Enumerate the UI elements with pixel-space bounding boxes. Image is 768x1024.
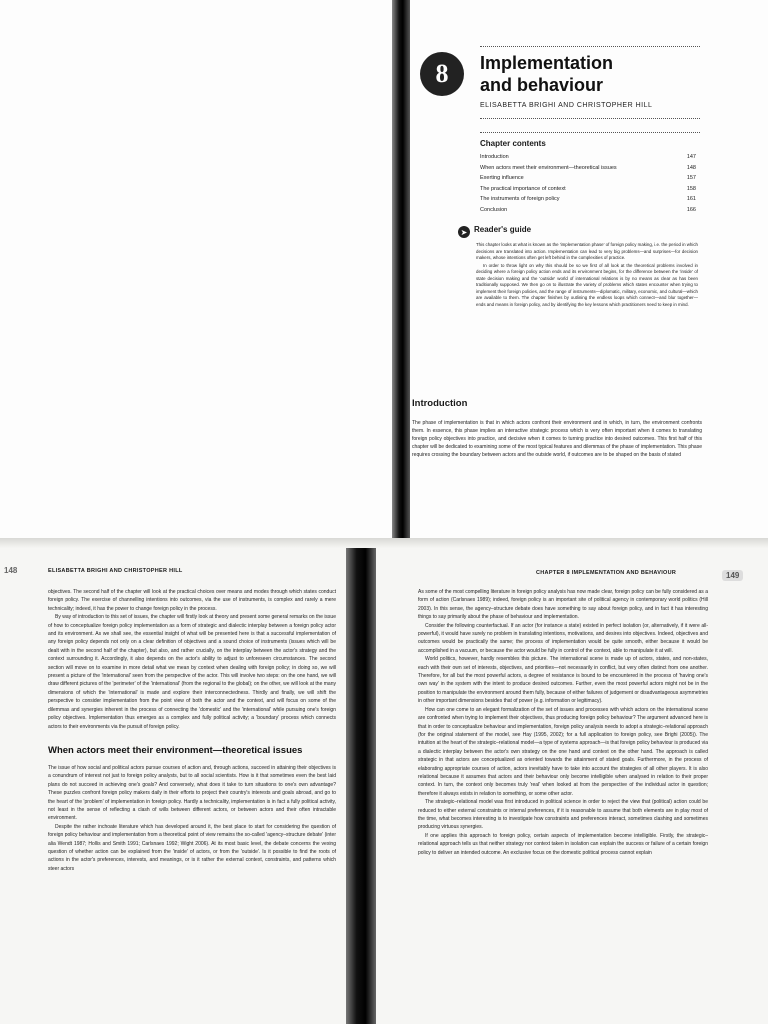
contents-entry-page: 166 (686, 206, 696, 213)
contents-entry (480, 194, 696, 205)
contents-entry-page: 161 (686, 196, 696, 202)
contents-entry-page: 147 (686, 154, 696, 160)
right-running-head: CHAPTER 8 IMPLEMENTATION AND BEHAVIOUR (536, 570, 677, 576)
contents-entry-page: 157 (686, 175, 696, 181)
contents-entry-label: The instruments of foreign policy (480, 196, 560, 202)
contents-entry-label: Exerting influence (480, 175, 524, 181)
title-rule-top (480, 46, 700, 47)
section-heading: When actors meet their environment—theoretical issues (48, 744, 303, 756)
contents-entry (480, 184, 696, 195)
title-rule-bottom (480, 118, 700, 119)
left-page-text: objectives. The second half of the chapter will look at the practical choices over means and modes through which states conduct foreign policy. The exercise of channelling intentions into outcomes, via the use of instruments, is complex and rarely a mere technicality; indeed, it has the power to change foreign policy in the process. By way of introduction to this set of issues, the chapter will firstly look at theory and present some general remarks on the issue of how to conceptualize foreign policy implementation as a form of strategic and dialectic interplay between a foreign policy actor and its environment. As we shall see, the essential insight of what will be presented here is that a successful implementation of any foreign policy depends not only on a clear definition of objectives and a sound choice of instruments (issues which will be dealt with in the second half of the chapter), but also, and rather crucially, on the interplay between the actor's strategy and the context surrounding it. Accordingly, it also depends on the actor's ability to adjust to unforeseen circumstances. The second section will move on to examine in more detail what we mean by context when dealing with foreign policy; in doing so, we will present a picture of the 'international' seen from the perspective of the actor. This will involve two steps: on the one hand, we will draw different pictures of the 'perimeter' of the 'international' (from the regional to the global); on the other, we will look at the many dimensions of which the 'international' is made and explore their interconnectedness. Thirdly and finally, we will shift the perspective to consider implementation from the point view of both the actor and the context, and will focus on some of the dilemmas and synergies inherent in the process of connecting the 'domestic' and the 'international' while pursuing one's foreign policy objectives. Implementation thus emerges as a complex and fully political activity; a 'boundary' process which connects actors to their environments via the pursuit of foreign policy. When actors meet their environment—theoretical issues The issue of how social and political actors pursue courses of action and, through actions, succeed in attaining their objectives is a conundrum of interest not just to foreign policy analysts, but to all social scientists. How is it that sometimes even the best laid plans do not succeed in achieving one's goals? And conversely, what does it take to turn situations to one's own advantage? These puzzles confront foreign policy makers daily in their efforts to project their country's interests and goals abroad, and go to the heart of the 'problem' of implementation in foreign policy. Hardly a technicality, implementation is in fact a fully political activity, not least in the sense of reflecting a clash of wills between different actors, or between actors and their often intractable environment. Despite the rather inchoate literature which has developed around it, the best place to start for considering the question of foreign policy behaviour and implementation from a theoretical point of view remains the so-called 'agency–structure debate' (inter alia Wendt 1987; Hollis and Smith 1991; Carlsnaes 1992; Wight 2006). At its most basic level, the debate concerns the vexing question of whether action can be explained from the 'inside' of actors, or from the 'outside'. Is it possible to find the roots of actions in the actor's preferences, interests, and meanings, or is it rather the external context, constraints, and patterns which steer actors (48, 589, 336, 872)
contents-entry-label: When actors meet their environment—theoretical issues (480, 164, 617, 171)
contents-entry-page: 148 (686, 164, 696, 171)
contents-entry-label: Introduction (480, 154, 509, 160)
binding-shadow (392, 0, 410, 538)
contents-entry-label: Conclusion (480, 206, 508, 213)
contents-entry-page: 158 (686, 185, 696, 192)
introduction-text: The phase of implementation is that in which actors confront their environment and in which, in turn, the environment confronts them. In essence, this phase implies an interactive strategic process which is very often important when it comes to translating foreign policy objectives into practice, and decisive when it comes to turning practice into desired outcomes. This first half of this chapter will be dedicated to examining some of the most typical features and dilemmas of the phase of implementation. This phase requires crossing the boundary between actors and the outside world, if outcomes are to be shaped on the basis of stated (412, 420, 702, 458)
chapter-authors: ELISABETTA BRIGHI AND CHRISTOPHER HILL (480, 102, 653, 109)
right-page-number: 149 (722, 570, 743, 581)
page-fold (0, 538, 768, 548)
left-running-head: ELISABETTA BRIGHI AND CHRISTOPHER HILL (48, 568, 183, 574)
table-of-contents (480, 152, 696, 215)
contents-entry (480, 163, 696, 174)
right-page-text: As some of the most compelling literature in foreign policy analysis has now made clear, foreign policy can be fully considered as a form of action (Carlsnaes 1989); indeed, foreign policy is an important site of political agency in contemporary world politics (Hill 2003). In this sense, the agency–structure debate does have something to say about foreign policy, and in fact it has interesting things to say primarily about the phase of behaviour and implementation. Consider the following counterfactual. If an actor (for instance a state) existed in perfect isolation (or, alternatively, if it were all-powerful), it would have surely no problem in translating intentions, motivations, and desires into objectives. Indeed, objectives and outcomes would be practically the same; the process of implementation would be quite smooth, either because it would be accomplished in a vacuum, or because the actor would be fully in control of the context, able to manipulate it at will. World politics, however, hardly resembles this picture. The international scene is made up of actors, states, and non-states, each with their own set of interests, objectives, and priorities—not necessarily in conflict, but very often distinct from one another. Therefore, for all but the most powerful actors, a degree of resistance is bound to be encountered in the process of 'having one's own way' in the system with the intent to produce desired outcomes. Further, even the most powerful actors might not be in the position to manipulate the environment around them fully, because of either failures of judgement or disadvantageous asymmetries in other important dimensions besides that of power (e.g. information or legitimacy). How can one come to an elegant formalization of the set of issues and processes with which actors on the international scene are confronted when trying to implement their objectives, thus producing foreign policy behaviour? The argument advanced here is that in order to conceptualize behaviour and implementation, foreign policy analysis needs to adopt a strategic–relational approach (for the original statement of the model, see Hay (1995, 2002); for a full application to foreign policy, see Brighi (2005)). The intuition at the heart of the strategic–relational model—a type of systems approach—is that foreign policy behaviour is produced via a dialectic interplay between the actor's own strategy on the one hand and context on the other hand. The approach is called strategic in that actors are conceptualized as oriented towards the attainment of stated goals. Furthermore, in the process of elaborating appropriate courses of action, actors inevitably have to take into account the strategies of all other players. It is also relational because it assumes that actors and their behaviour only become intelligible when analysed in relation to their proper context. In turn, the context only becomes truly 'real' when looked at from the perspective of the individual actor in question; therefore it always exists in relation to something, or some other actor. The strategic–relational model was first introduced in political science in order to reject the view that (political) action could be reduced to either external constraints or internal preferences, if it is reasonable to assume that both elements are in play most of the time, what becomes interesting is to investigate how constraints and preferences interact, sometimes clashing and sometimes producing virtuous synergies. If one applies this approach to foreign policy, certain aspects of implementation become intelligible. Firstly, the strategic–relational approach tells us that neither strategy nor context taken in isolation can explain the success or failure of a certain foreign policy to deliver an intended outcome. An exclusive focus on the domestic political process cannot explain (418, 589, 708, 856)
contents-entry-label: The practical importance of context (480, 185, 566, 192)
contents-heading: Chapter contents (480, 139, 546, 148)
introduction-heading: Introduction (412, 398, 468, 409)
readers-guide-body: This chapter looks at what is known as the 'implementation phase' of foreign policy making, i.e. the period in which decisions are translated into action. Implementation can lead to very big problems—and surprises—for decision makers, whose intentions often get left behind in the complexities of practice. In order to throw light on why this should be so we first of all look at the theoretical problems involved in deciding where a foreign policy action ends and its environment begins, for the difference between the 'inside' of state decision making and the 'outside' world of international relations is by no means as clear as has been traditionally supposed. We then go on to illustrate the variety of problems which states encounter when trying to implement their foreign policies, and the range of instruments—diplomatic, military, economic, and cultural—which are available to them. The chapter finishes by outlining the endless loops which connect—and blur together—ends and means in foreign policy, and by identifying the key lessons which practitioners need to keep in mind. (476, 242, 698, 307)
contents-entry (480, 205, 696, 216)
readers-guide-heading: Reader's guide (474, 225, 532, 234)
contents-entry (480, 152, 696, 163)
gutter-shadow (346, 538, 376, 1024)
chapter-title: Implementation and behaviour (480, 53, 614, 95)
contents-entry (480, 173, 696, 184)
chapter-number-badge: 8 (420, 52, 464, 96)
contents-rule (480, 132, 700, 133)
left-page-number: 148 (4, 566, 18, 575)
arrow-right-icon: ➤ (458, 226, 470, 238)
